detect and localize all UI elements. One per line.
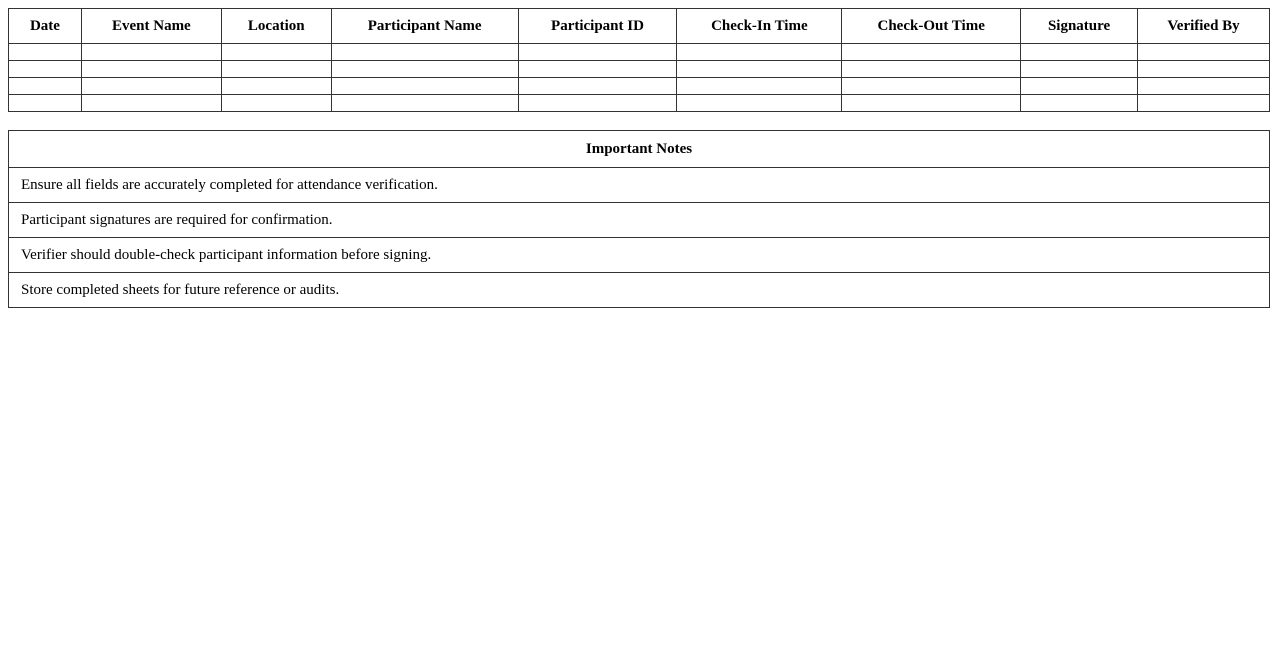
table-row [9,95,1270,112]
table-cell[interactable] [1138,44,1270,61]
table-cell[interactable] [1021,61,1138,78]
table-cell[interactable] [842,78,1021,95]
table-cell[interactable] [1138,61,1270,78]
table-cell[interactable] [81,44,221,61]
table-cell[interactable] [1021,78,1138,95]
column-header: Participant ID [518,9,677,44]
table-cell[interactable] [842,44,1021,61]
table-cell[interactable] [9,61,82,78]
table-cell[interactable] [221,44,331,61]
table-cell[interactable] [1138,95,1270,112]
table-cell[interactable] [518,61,677,78]
column-header: Signature [1021,9,1138,44]
column-header: Check-Out Time [842,9,1021,44]
table-cell[interactable] [518,78,677,95]
table-cell[interactable] [842,61,1021,78]
column-header: Event Name [81,9,221,44]
table-cell[interactable] [677,95,842,112]
table-cell[interactable] [221,95,331,112]
note-item: Participant signatures are required for confirmation. [9,203,1270,238]
table-cell[interactable] [518,44,677,61]
column-header: Location [221,9,331,44]
header-row [9,9,1270,44]
note-item: Ensure all fields are accurately completed for attendance verification. [9,168,1270,203]
table-cell[interactable] [518,95,677,112]
table-cell[interactable] [677,78,842,95]
table-row [9,44,1270,61]
table-cell[interactable] [1021,95,1138,112]
column-header: Check-In Time [677,9,842,44]
table-cell[interactable] [81,78,221,95]
table-cell[interactable] [1021,44,1138,61]
table-cell[interactable] [81,95,221,112]
table-cell[interactable] [9,78,82,95]
column-header: Participant Name [331,9,518,44]
important-notes-table [8,130,1270,308]
note-item: Store completed sheets for future reference or audits. [9,273,1270,308]
column-header: Verified By [1138,9,1270,44]
table-cell[interactable] [331,61,518,78]
table-row [9,61,1270,78]
notes-title: Important Notes [9,131,1270,168]
table-row [9,78,1270,95]
note-item: Verifier should double-check participant information before signing. [9,238,1270,273]
table-cell[interactable] [221,61,331,78]
column-header: Date [9,9,82,44]
table-cell[interactable] [9,95,82,112]
table-cell[interactable] [221,78,331,95]
attendance-table [8,8,1270,112]
table-cell[interactable] [1138,78,1270,95]
table-cell[interactable] [331,78,518,95]
table-cell[interactable] [677,44,842,61]
table-cell[interactable] [331,95,518,112]
table-cell[interactable] [842,95,1021,112]
table-cell[interactable] [81,61,221,78]
table-cell[interactable] [331,44,518,61]
table-cell[interactable] [677,61,842,78]
table-cell[interactable] [9,44,82,61]
